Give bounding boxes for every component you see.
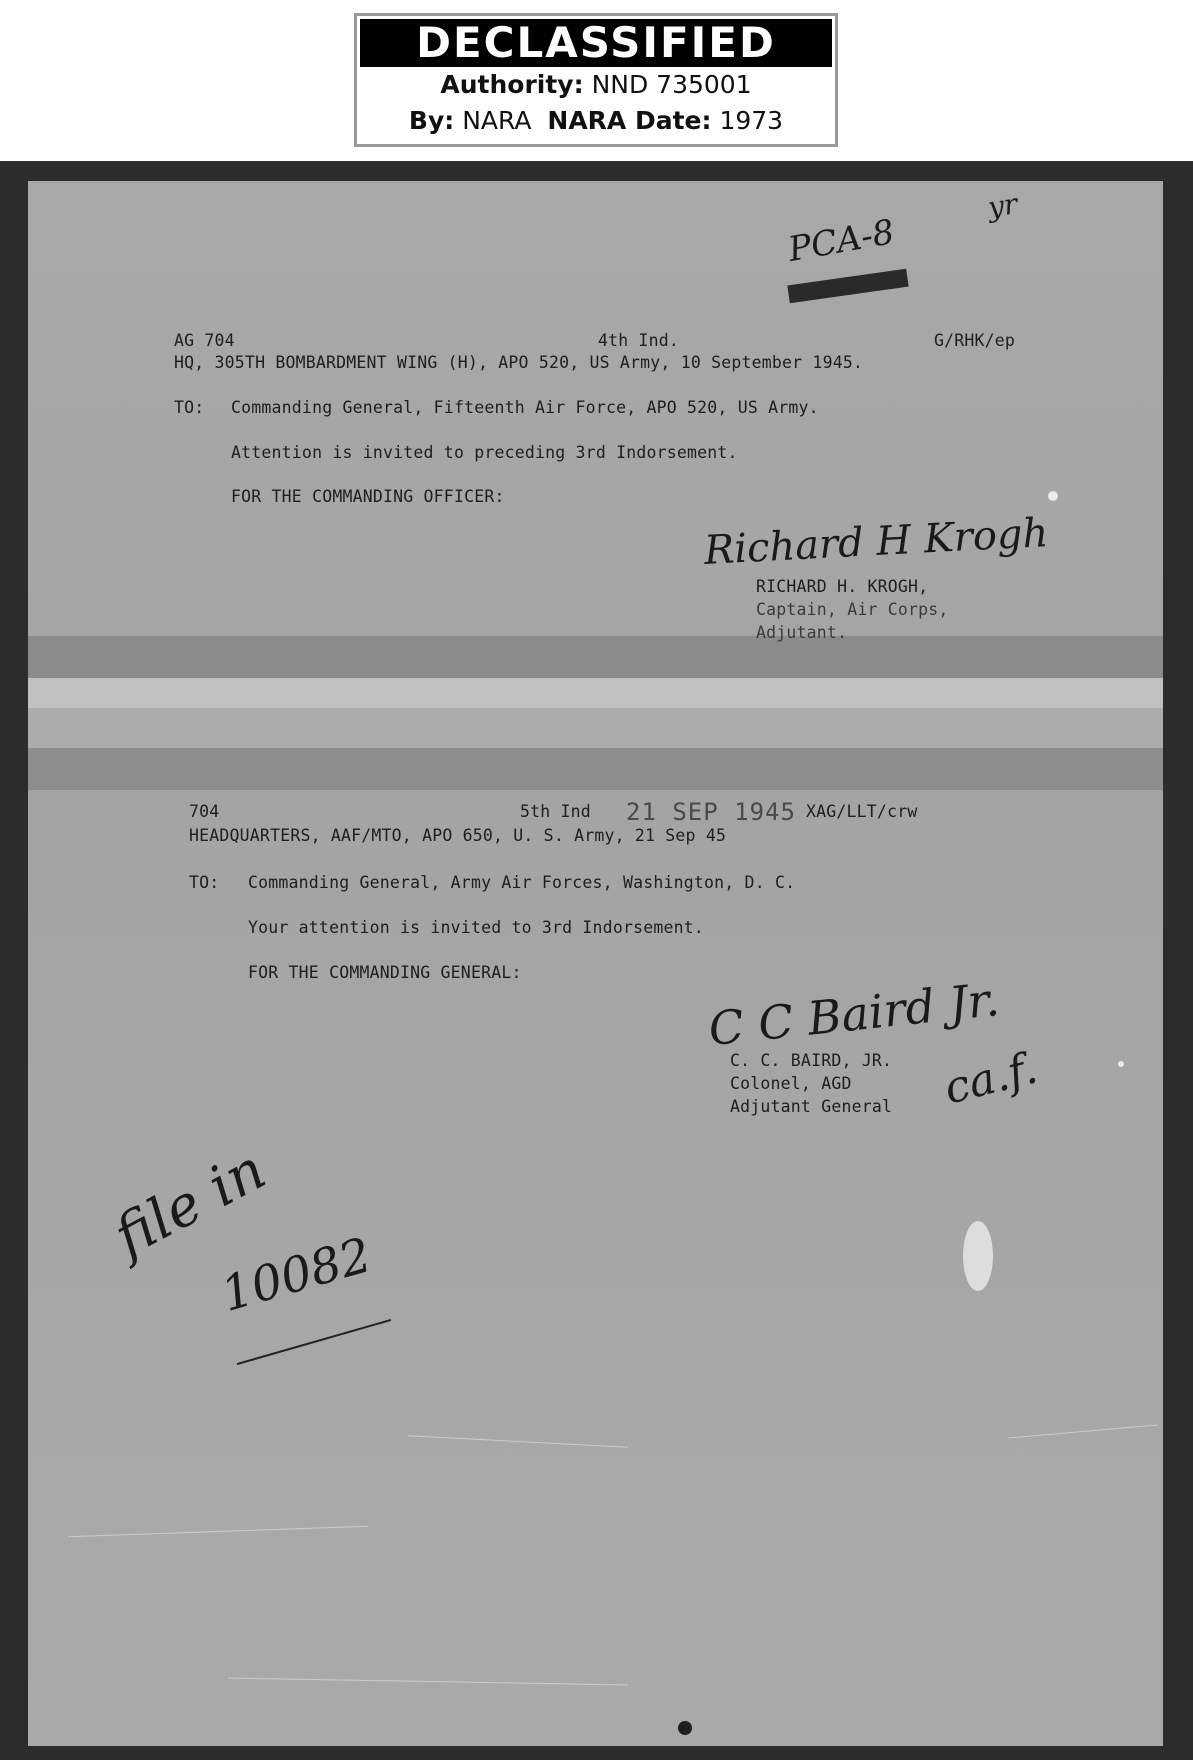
initials-note: ca.f. [939, 1042, 1043, 1115]
fourth-ind-signer-title: Adjutant. [756, 623, 848, 642]
fifth-ind-signer-name: C. C. BAIRD, JR. [730, 1051, 893, 1070]
fourth-ind-heading: HQ, 305TH BOMBARDMENT WING (H), APO 520, US Army, 10 September 1945. [174, 353, 864, 372]
fourth-ind-signer-rank: Captain, Air Corps, [756, 600, 949, 619]
authority-value: NND 735001 [591, 70, 752, 99]
fifth-ind-to-label: TO: [189, 873, 220, 892]
top-note: PCA-8 [785, 212, 898, 270]
tape-band-light [28, 678, 1163, 708]
fifth-ind-date-stamp: 21 SEP 1945 [626, 798, 796, 826]
corner-note: yr [985, 187, 1020, 224]
fourth-ind-to-text: Commanding General, Fifteenth Air Force, APO 520, US Army. [231, 398, 819, 417]
file-note-line2: 10082 [215, 1227, 378, 1323]
fifth-ind-closing: FOR THE COMMANDING GENERAL: [248, 963, 522, 982]
tape-band-dark-2 [28, 748, 1163, 790]
scan-frame [0, 161, 1193, 1760]
fifth-ind-label: 5th Ind [520, 802, 591, 821]
tape-band-dark [28, 636, 1163, 678]
fifth-ind-signer-title: Adjutant General [730, 1097, 893, 1116]
document-page [28, 181, 1163, 1746]
fifth-ind-heading: HEADQUARTERS, AAF/MTO, APO 650, U. S. Army, 21 Sep 45 [189, 826, 727, 845]
declassified-title: DECLASSIFIED [360, 19, 832, 67]
by-value: NARA [462, 106, 532, 135]
scan-scratch [68, 1526, 368, 1537]
file-note-line1: file in [104, 1137, 277, 1270]
baird-signature: C C Baird Jr. [705, 971, 1002, 1057]
declassification-stamp [354, 13, 838, 147]
fifth-ind-body: Your attention is invited to 3rd Indorsement. [248, 918, 705, 937]
scan-scratch [1008, 1424, 1158, 1438]
scan-blemish [963, 1221, 993, 1291]
received-stamp [787, 269, 908, 304]
fourth-ind-signer-name: RICHARD H. KROGH, [756, 577, 929, 596]
scan-scratch [228, 1678, 628, 1686]
fourth-ind-closing: FOR THE COMMANDING OFFICER: [231, 487, 505, 506]
by-label: By: [408, 106, 455, 135]
fifth-ind-to-text: Commanding General, Army Air Forces, Washington, D. C. [248, 873, 796, 892]
by-date-line [357, 103, 835, 139]
scan-speck [1048, 491, 1058, 501]
tape-band-mid [28, 708, 1163, 748]
authority-line [357, 67, 835, 103]
authority-label: Authority: [440, 70, 584, 99]
fourth-ind-label: 4th Ind. [598, 331, 680, 350]
fourth-ind-to-label: TO: [174, 398, 205, 417]
file-note-underline [237, 1319, 391, 1365]
scan-speck [1118, 1061, 1124, 1067]
scan-scratch [408, 1435, 628, 1448]
nara-date-label: NARA Date: [547, 106, 712, 135]
fifth-ind-file-ref: 704 [189, 802, 220, 821]
fourth-ind-body: Attention is invited to preceding 3rd Indorsement. [231, 443, 738, 462]
fifth-ind-signer-rank: Colonel, AGD [730, 1074, 852, 1093]
krogh-signature: Richard H Krogh [703, 510, 1050, 574]
scan-speck [678, 1721, 692, 1735]
nara-date-value: 1973 [719, 106, 784, 135]
fourth-ind-file-ref: AG 704 [174, 331, 235, 350]
fifth-ind-initials: XAG/LLT/crw [806, 802, 918, 821]
fourth-ind-initials: G/RHK/ep [934, 331, 1016, 350]
